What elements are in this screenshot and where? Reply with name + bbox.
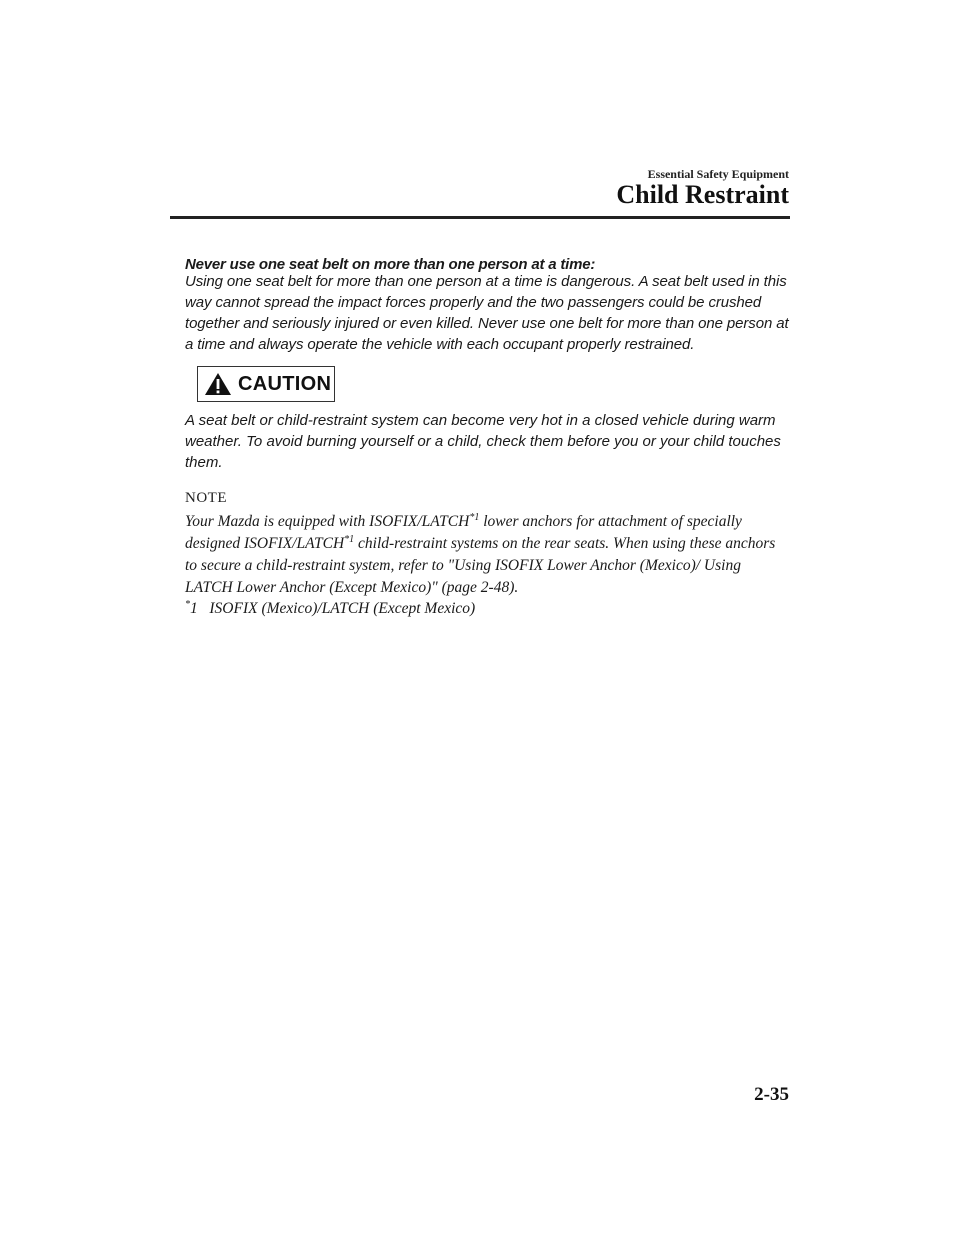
header-divider — [170, 216, 790, 219]
note-text-3: child-restraint systems on the rear seats. When using these anchors to secure a child-restraint system, refer to "Using ISOFIX Lower Anchor (Mexico)/ Using LATCH Lower Anchor (Except Mexico)" (page 2-48). — [185, 535, 776, 596]
footnote-ref-1: *1 — [469, 511, 480, 523]
note-label: NOTE — [185, 490, 227, 506]
section-name: Essential Safety Equipment — [647, 167, 789, 181]
warning-heading: Never use one seat belt on more than one person at a time: — [185, 256, 596, 273]
page-number: 2-35 — [754, 1084, 789, 1105]
note-text-1: Your Mazda is equipped with ISOFIX/LATCH — [185, 513, 470, 530]
page-title: Child Restraint — [616, 180, 789, 209]
caution-body: A seat belt or child-restraint system can become very hot in a closed vehicle during warm weather. To avoid burning yourself or a child, check them before you or your child touches them. — [185, 412, 781, 471]
warning-triangle-icon — [204, 372, 232, 396]
caution-banner — [197, 366, 335, 402]
footnote-ref-2: *1 — [344, 533, 355, 545]
footnote-text: 1 ISOFIX (Mexico)/LATCH (Except Mexico) — [190, 600, 476, 618]
warning-body: Using one seat belt for more than one person at a time is dangerous. A seat belt used in this way cannot spread the impact forces properly and the two passengers could be crushed together and seriously injured or even killed. Never use one belt for more than one person at a time and always operate the vehicle with each occupant properly restrained. — [185, 273, 789, 353]
caution-label: CAUTION — [238, 372, 332, 395]
note-text-2: lower anchors for attachment of specially designed ISOFIX/LATCH — [185, 513, 742, 552]
note-body — [185, 511, 790, 599]
footnote-marker: * — [185, 599, 190, 610]
footnote — [185, 599, 475, 618]
